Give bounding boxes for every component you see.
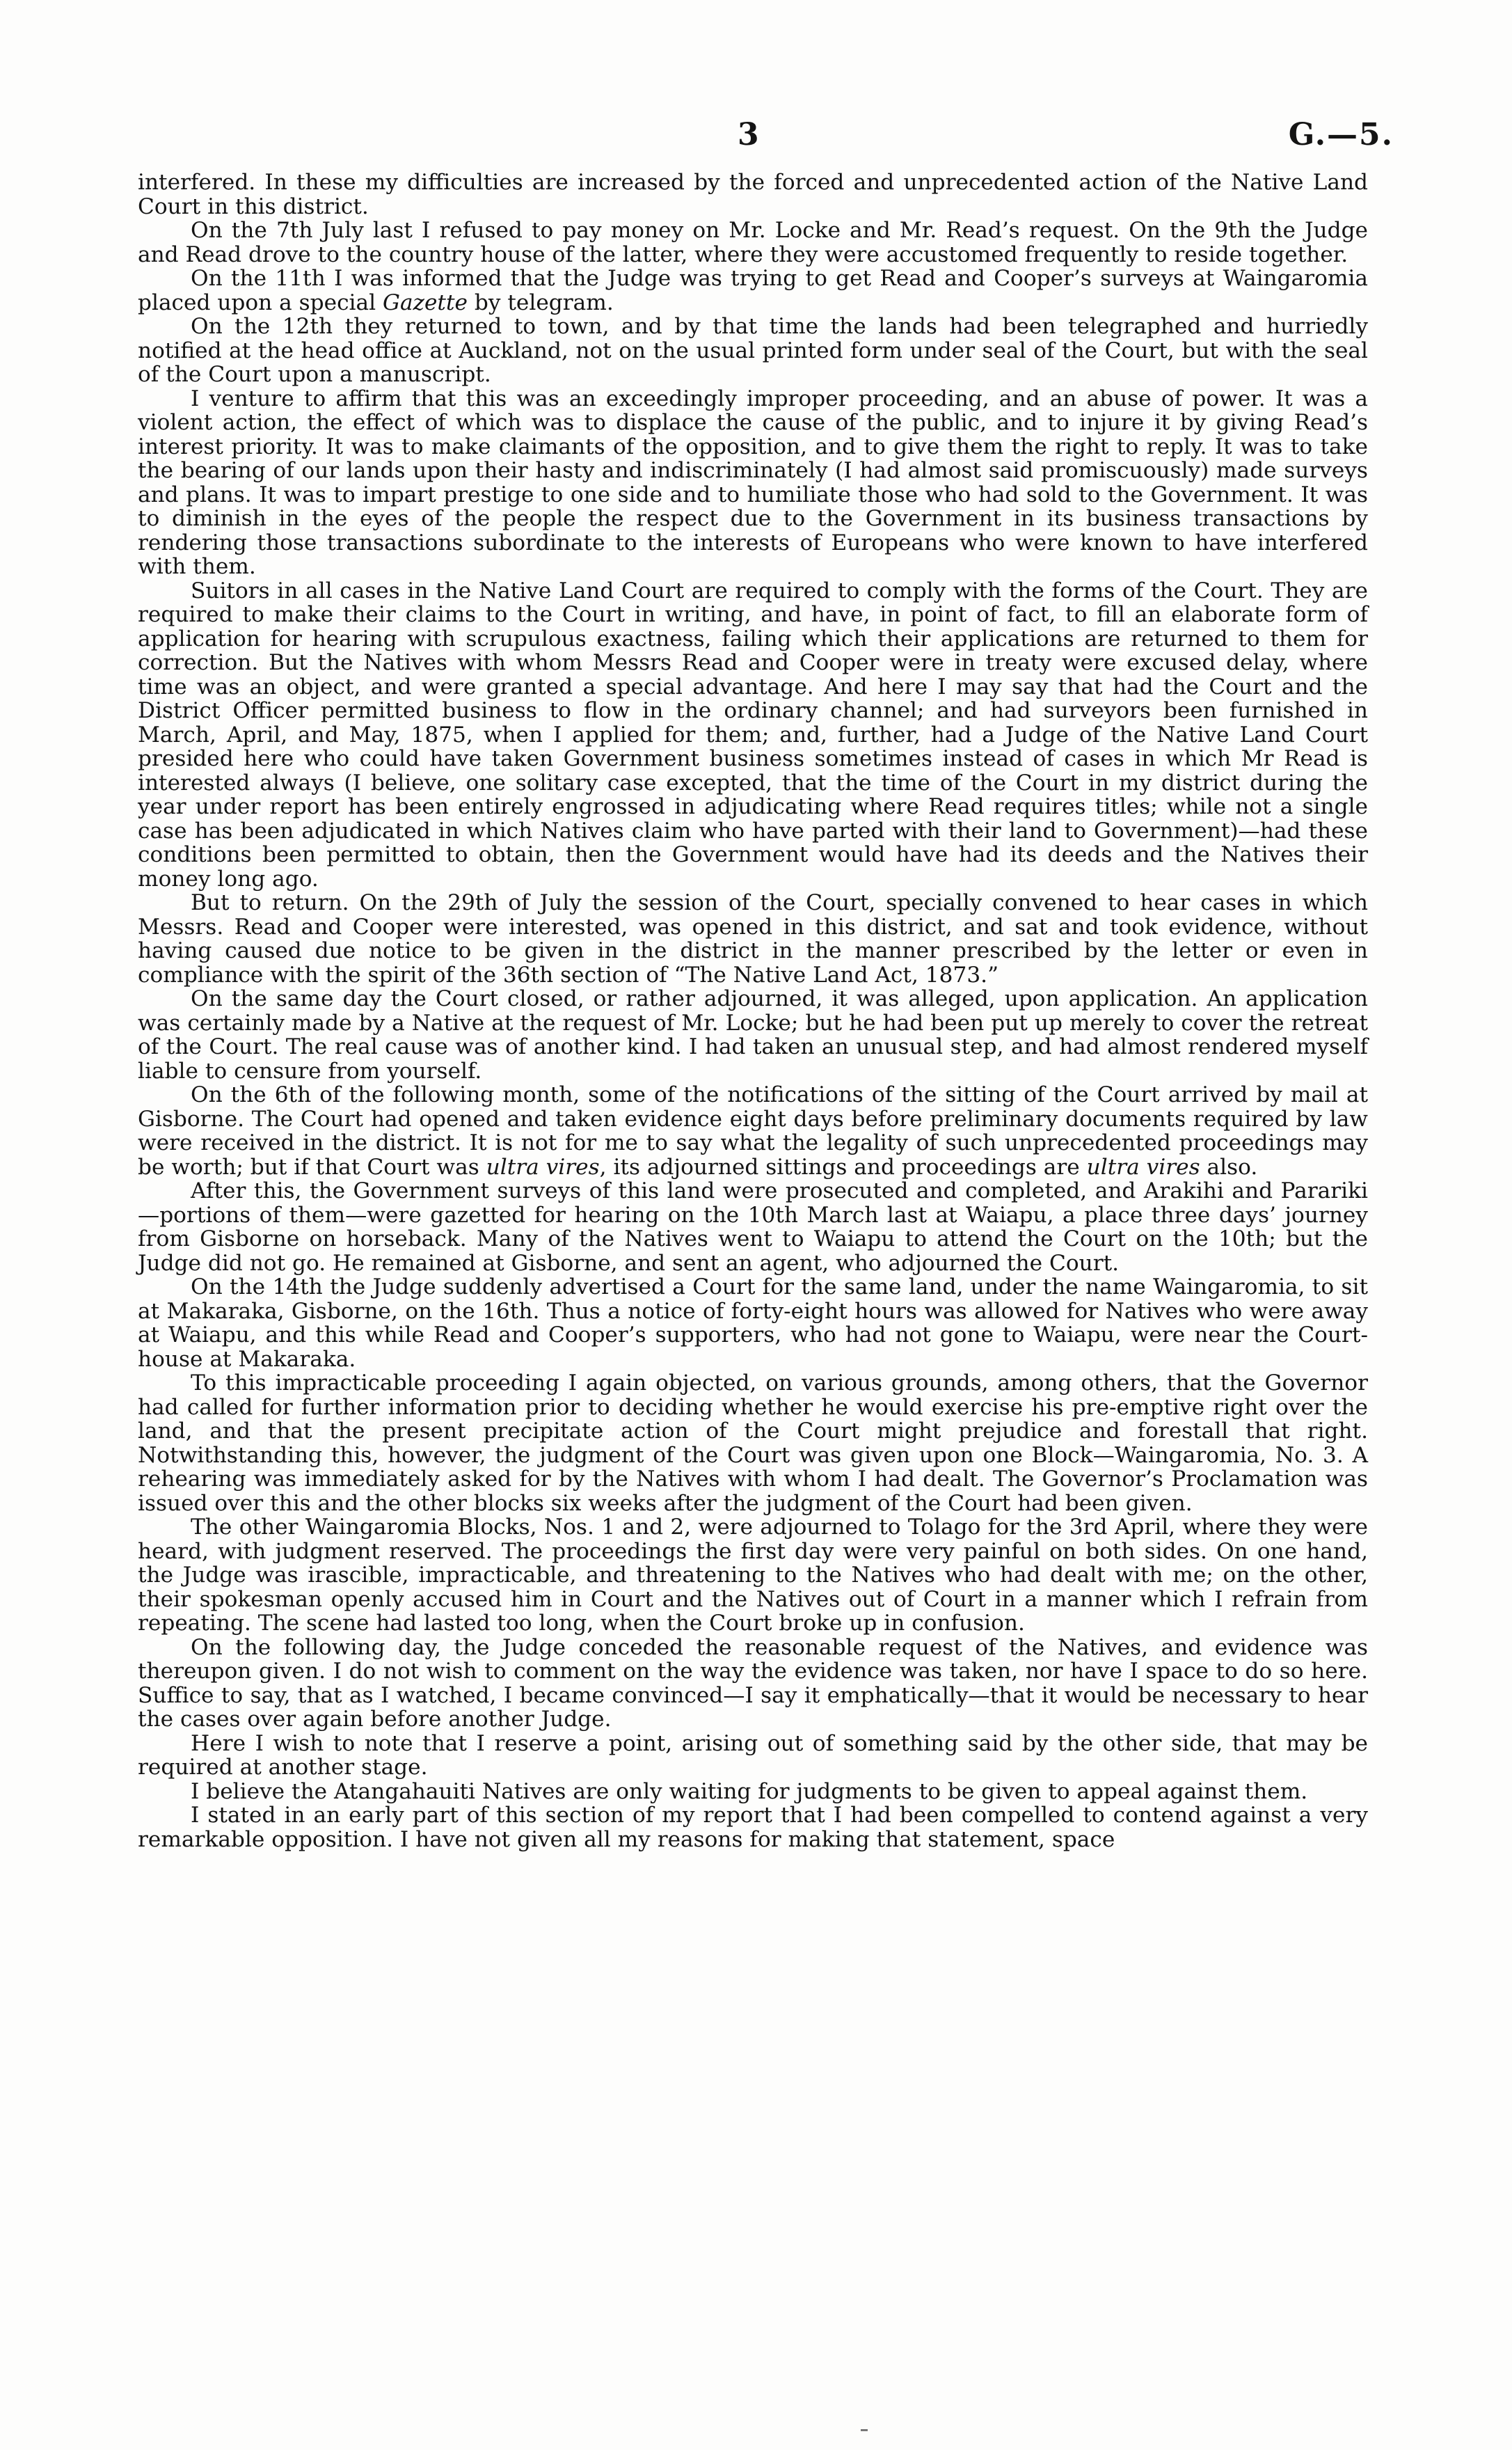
paragraph: On the 11th I was informed that the Judge was trying to get Read and Cooper’s surveys at Waingaromia placed upon a special Gazette by telegram.	[138, 266, 1368, 315]
paragraph: On the same day the Court closed, or rather adjourned, it was alleged, upon application. An application was certainly made by a Native at the request of Mr. Locke; but he had been put up merely to cover the retreat of the Court. The real cause was of another kind. I had taken an unusual step, and had almost rendered myself liable to censure from yourself.	[138, 986, 1368, 1084]
document-reference: G.—5.	[1288, 117, 1394, 152]
paragraph: I venture to affirm that this was an exceedingly improper proceeding, and an abuse of power. It was a violent action, the effect of which was to displace the cause of the public, and to injure it by giving Read’s interest priority. It was to make claimants of the opposition, and to give them the right to reply. It was to take the bearing of our lands upon their hasty and indiscriminately (I had almost said promiscuously) made surveys and plans. It was to impart prestige to one side and to humiliate those who had sold to the Government. It was to diminish in the eyes of the people the respect due to the Government in its business transactions by rendering those transactions subordinate to the interests of Europeans who were known to have interfered with them.	[138, 386, 1368, 579]
body-text	[138, 171, 1368, 1851]
paragraph: But to return. On the 29th of July the session of the Court, specially convened to hear cases in which Messrs. Read and Cooper were interested, was opened in this district, and sat and took evidence, without having caused due notice to be given in the district in the manner prescribed by the letter or even in compliance with the spirit of the 36th section of “The Native Land Act, 1873.”	[138, 890, 1368, 988]
paragraph: After this, the Government surveys of this land were prosecuted and completed, and Arakihi and Parariki—portions of them—were gazetted for hearing on the 10th March last at Waiapu, a place three days’ journey from Gisborne on horseback. Many of the Natives went to Waiapu to attend the Court on the 10th; but the Judge did not go. He remained at Gisborne, and sent an agent, who adjourned the Court.	[138, 1178, 1368, 1276]
paragraph: On the 12th they returned to town, and by that time the lands had been telegraphed and hurriedly notified at the head office at Auckland, not on the usual printed form under seal of the Court, but with the seal of the Court upon a manuscript.	[138, 314, 1368, 387]
paragraph: On the following day, the Judge conceded the reasonable request of the Natives, and evidence was thereupon given. I do not wish to comment on the way the evidence was taken, nor have I space to do so here. Suffice to say, that as I watched, I became convinced—I say it emphatically—that it would be necessary to hear the cases over again before another Judge.	[138, 1634, 1368, 1732]
paragraph: On the 6th of the following month, some of the notifications of the sitting of the Court arrived by mail at Gisborne. The Court had opened and taken evidence eight days before preliminary documents required by law were received in the district. It is not for me to say what the legality of such unprecedented proceedings may be worth; but if that Court was ultra vires, its adjourned sittings and proceedings are ultra vires also.	[138, 1082, 1368, 1180]
paragraph: The other Waingaromia Blocks, Nos. 1 and 2, were adjourned to Tolago for the 3rd April, where they were heard, with judgment reserved. The proceedings the first day were very painful on both sides. On one hand, the Judge was irascible, impracticable, and threatening to the Natives who had dealt with me; on the other, their spokesman openly accused him in Court and the Natives out of Court in a manner which I refrain from repeating. The scene had lasted too long, when the Court broke up in confusion.	[138, 1515, 1368, 1636]
paragraph: Here I wish to note that I reserve a point, arising out of something said by the other side, that may be required at another stage.	[138, 1730, 1368, 1780]
page-number: 3	[738, 117, 760, 152]
paragraph: I believe the Atangahauiti Natives are only waiting for judgments to be given to appeal against them.	[191, 1778, 1308, 1804]
paragraph: interfered. In these my difficulties are increased by the forced and unprecedented action of the Native Land Court in this district.	[138, 170, 1368, 219]
paragraph: On the 14th the Judge suddenly advertised a Court for the same land, under the name Waingaromia, to sit at Makaraka, Gisborne, on the 16th. Thus a notice of forty-eight hours was allowed for Natives who were away at Waiapu, and this while Read and Cooper’s supporters, who had not gone to Waiapu, were near the Court-house at Makaraka.	[138, 1274, 1368, 1372]
footer-mark	[861, 2429, 868, 2431]
paragraph: I stated in an early part of this section of my report that I had been compelled to contend against a very remarkable opposition. I have not given all my reasons for making that statement, space	[138, 1803, 1368, 1852]
paragraph: Suitors in all cases in the Native Land Court are required to comply with the forms of the Court. They are required to make their claims to the Court in writing, and have, in point of fact, to fill an elaborate form of application for hearing with scrupulous exactness, failing which their applications are returned to them for correction. But the Natives with whom Messrs Read and Cooper were in treaty were excused delay, where time was an object, and were granted a special advantage. And here I may say that had the Court and the District Officer permitted business to flow in the ordinary channel; and had surveyors been furnished in March, April, and May, 1875, when I applied for them; and, further, had a Judge of the Native Land Court presided here who could have taken Government business sometimes instead of cases in which Mr Read is interested always (I believe, one solitary case excepted, that the time of the Court in my district during the year under report has been entirely engrossed in adjudicating where Read requires titles; while not a single case has been adjudicated in which Natives claim who have parted with their land to Government)—had these conditions been permitted to obtain, then the Government would have had its deeds and the Natives their money long ago.	[138, 578, 1368, 892]
page-header	[0, 117, 1512, 159]
paragraph: On the 7th July last I refused to pay money on Mr. Locke and Mr. Read’s request. On the 9th the Judge and Read drove to the country house of the latter, where they were accustomed frequently to reside together.	[138, 218, 1368, 267]
paragraph: To this impracticable proceeding I again objected, on various grounds, among others, that the Governor had called for further information prior to deciding whether he would exercise his pre-emptive right over the land, and that the present precipitate action of the Court might prejudice and forestall that right. Notwithstanding this, however, the judgment of the Court was given upon one Block—Waingaromia, No. 3. A rehearing was immediately asked for by the Natives with whom I had dealt. The Governor’s Proclamation was issued over this and the other blocks six weeks after the judgment of the Court had been given.	[138, 1370, 1368, 1516]
